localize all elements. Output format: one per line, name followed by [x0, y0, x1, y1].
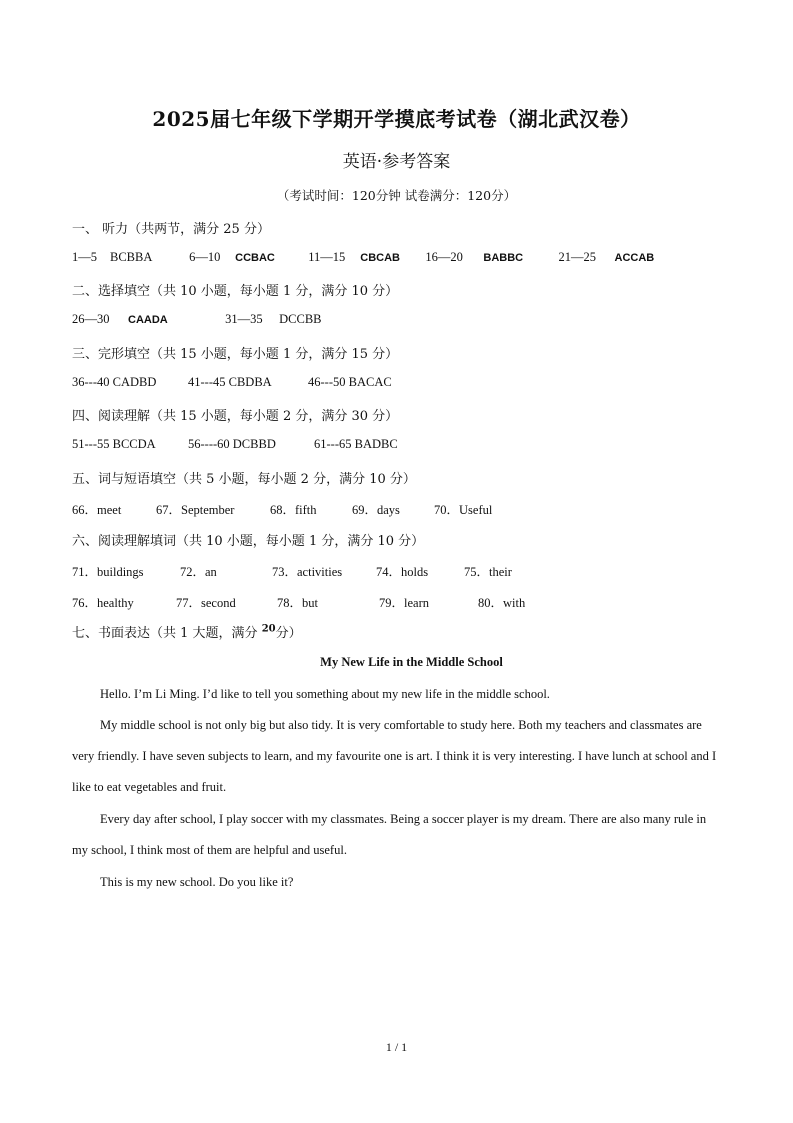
listening-answers-row [72, 250, 654, 265]
section-writing-prefix: 七、书面表达（共 1 大题，满分 [72, 626, 258, 641]
fill-answers-row-2 [72, 593, 525, 611]
answer-item: 71．buildings [72, 565, 144, 579]
fill-answers-row-1 [72, 562, 512, 580]
answer-item: 76．healthy [72, 596, 134, 610]
answer-item: 56----60 DCBBD [188, 437, 276, 451]
section-words-heading: 五、词与短语填空（共 5 小题，每小题 2 分，满分 10 分） [72, 472, 416, 487]
page-number: 1 / 1 [385, 1040, 408, 1054]
section-choice-heading: 二、选择填空（共 10 小题，每小题 1 分，满分 10 分） [72, 284, 399, 299]
cloze-answers-row [72, 375, 392, 390]
answer-item: 46---50 BACAC [308, 375, 392, 389]
answer-item: 36---40 CADBD [72, 375, 157, 389]
page-subtitle: 英语·参考答案 [342, 152, 451, 172]
page-title: 2025届七年级下学期开学摸底考试卷（湖北武汉卷） [152, 107, 641, 131]
answer-value: ACCAB [614, 252, 655, 264]
essay-paragraph: This is my new school. Do you like it? [100, 875, 294, 889]
answer-range: 6—10 [189, 250, 221, 264]
answer-item: 61---65 BADBC [314, 437, 398, 451]
essay-paragraph: Every day after school, I play soccer with my classmates. Being a soccer player is my dream. There are also many rule in my school, I think most of them are helpful and useful. [72, 812, 707, 857]
reading-answers-row [72, 437, 398, 452]
section-writing-score: 20 [261, 623, 276, 635]
answer-item: 77．second [176, 596, 236, 610]
answer-item: 74．holds [376, 565, 429, 579]
answer-range: 26—30 [72, 312, 110, 326]
section-writing-suffix: 分） [275, 626, 302, 641]
section-cloze-heading: 三、完形填空（共 15 小题，每小题 1 分，满分 15 分） [72, 347, 399, 362]
essay-paragraph: My middle school is not only big but also tidy. It is very comfortable to study here. Both my teachers and classmates are very friendly. I have seven subjects to learn, and my favourite one is art. I think it is very interesting. I have lunch at school and I like to eat vegetables and fruit. [72, 718, 717, 794]
answer-range: 31—35 [225, 312, 263, 326]
answer-item: 67．September [156, 503, 235, 517]
choice-answers-row [72, 312, 322, 327]
answer-item: 66．meet [72, 503, 122, 517]
section-reading-heading: 四、阅读理解（共 15 小题，每小题 2 分，满分 30 分） [72, 409, 399, 424]
answer-range: 1—5 [72, 250, 97, 264]
answer-item: 68．fifth [270, 503, 317, 517]
answer-item: 73．activities [272, 565, 343, 579]
essay-paragraph: Hello. I’m Li Ming. I’d like to tell you something about my new life in the middle school. [100, 687, 550, 701]
answer-item: 70．Useful [434, 503, 493, 517]
answer-item: 78．but [277, 596, 318, 610]
answer-range: 21—25 [558, 250, 596, 264]
answer-value: CBCAB [360, 252, 400, 264]
answer-value: BCBBA [110, 250, 153, 264]
essay-title: My New Life in the Middle School [320, 655, 503, 669]
answer-range: 11—15 [308, 250, 346, 264]
answer-range: 16—20 [425, 250, 463, 264]
answer-value: CCBAC [235, 252, 275, 264]
answer-item: 51---55 BCCDA [72, 437, 156, 451]
answer-item: 41---45 CBDBA [188, 375, 272, 389]
answer-item: 79．learn [379, 596, 429, 610]
words-answers-row [72, 500, 492, 518]
answer-item: 69．days [352, 503, 400, 517]
section-listening-heading: 一、 听力（共两节，满分 25 分） [72, 222, 270, 237]
exam-info: （考试时间：120分钟 试卷满分：120分） [276, 188, 517, 203]
answer-item: 72．an [180, 565, 217, 579]
answer-item: 80．with [478, 596, 526, 610]
section-fill-heading: 六、阅读理解填词（共 10 小题，每小题 1 分，满分 10 分） [72, 534, 425, 549]
answer-item: 75．their [464, 565, 512, 579]
answer-value: CAADA [128, 314, 168, 326]
answer-value: BABBC [483, 252, 524, 264]
section-writing-heading [72, 622, 302, 641]
answer-value: DCCBB [279, 312, 322, 326]
